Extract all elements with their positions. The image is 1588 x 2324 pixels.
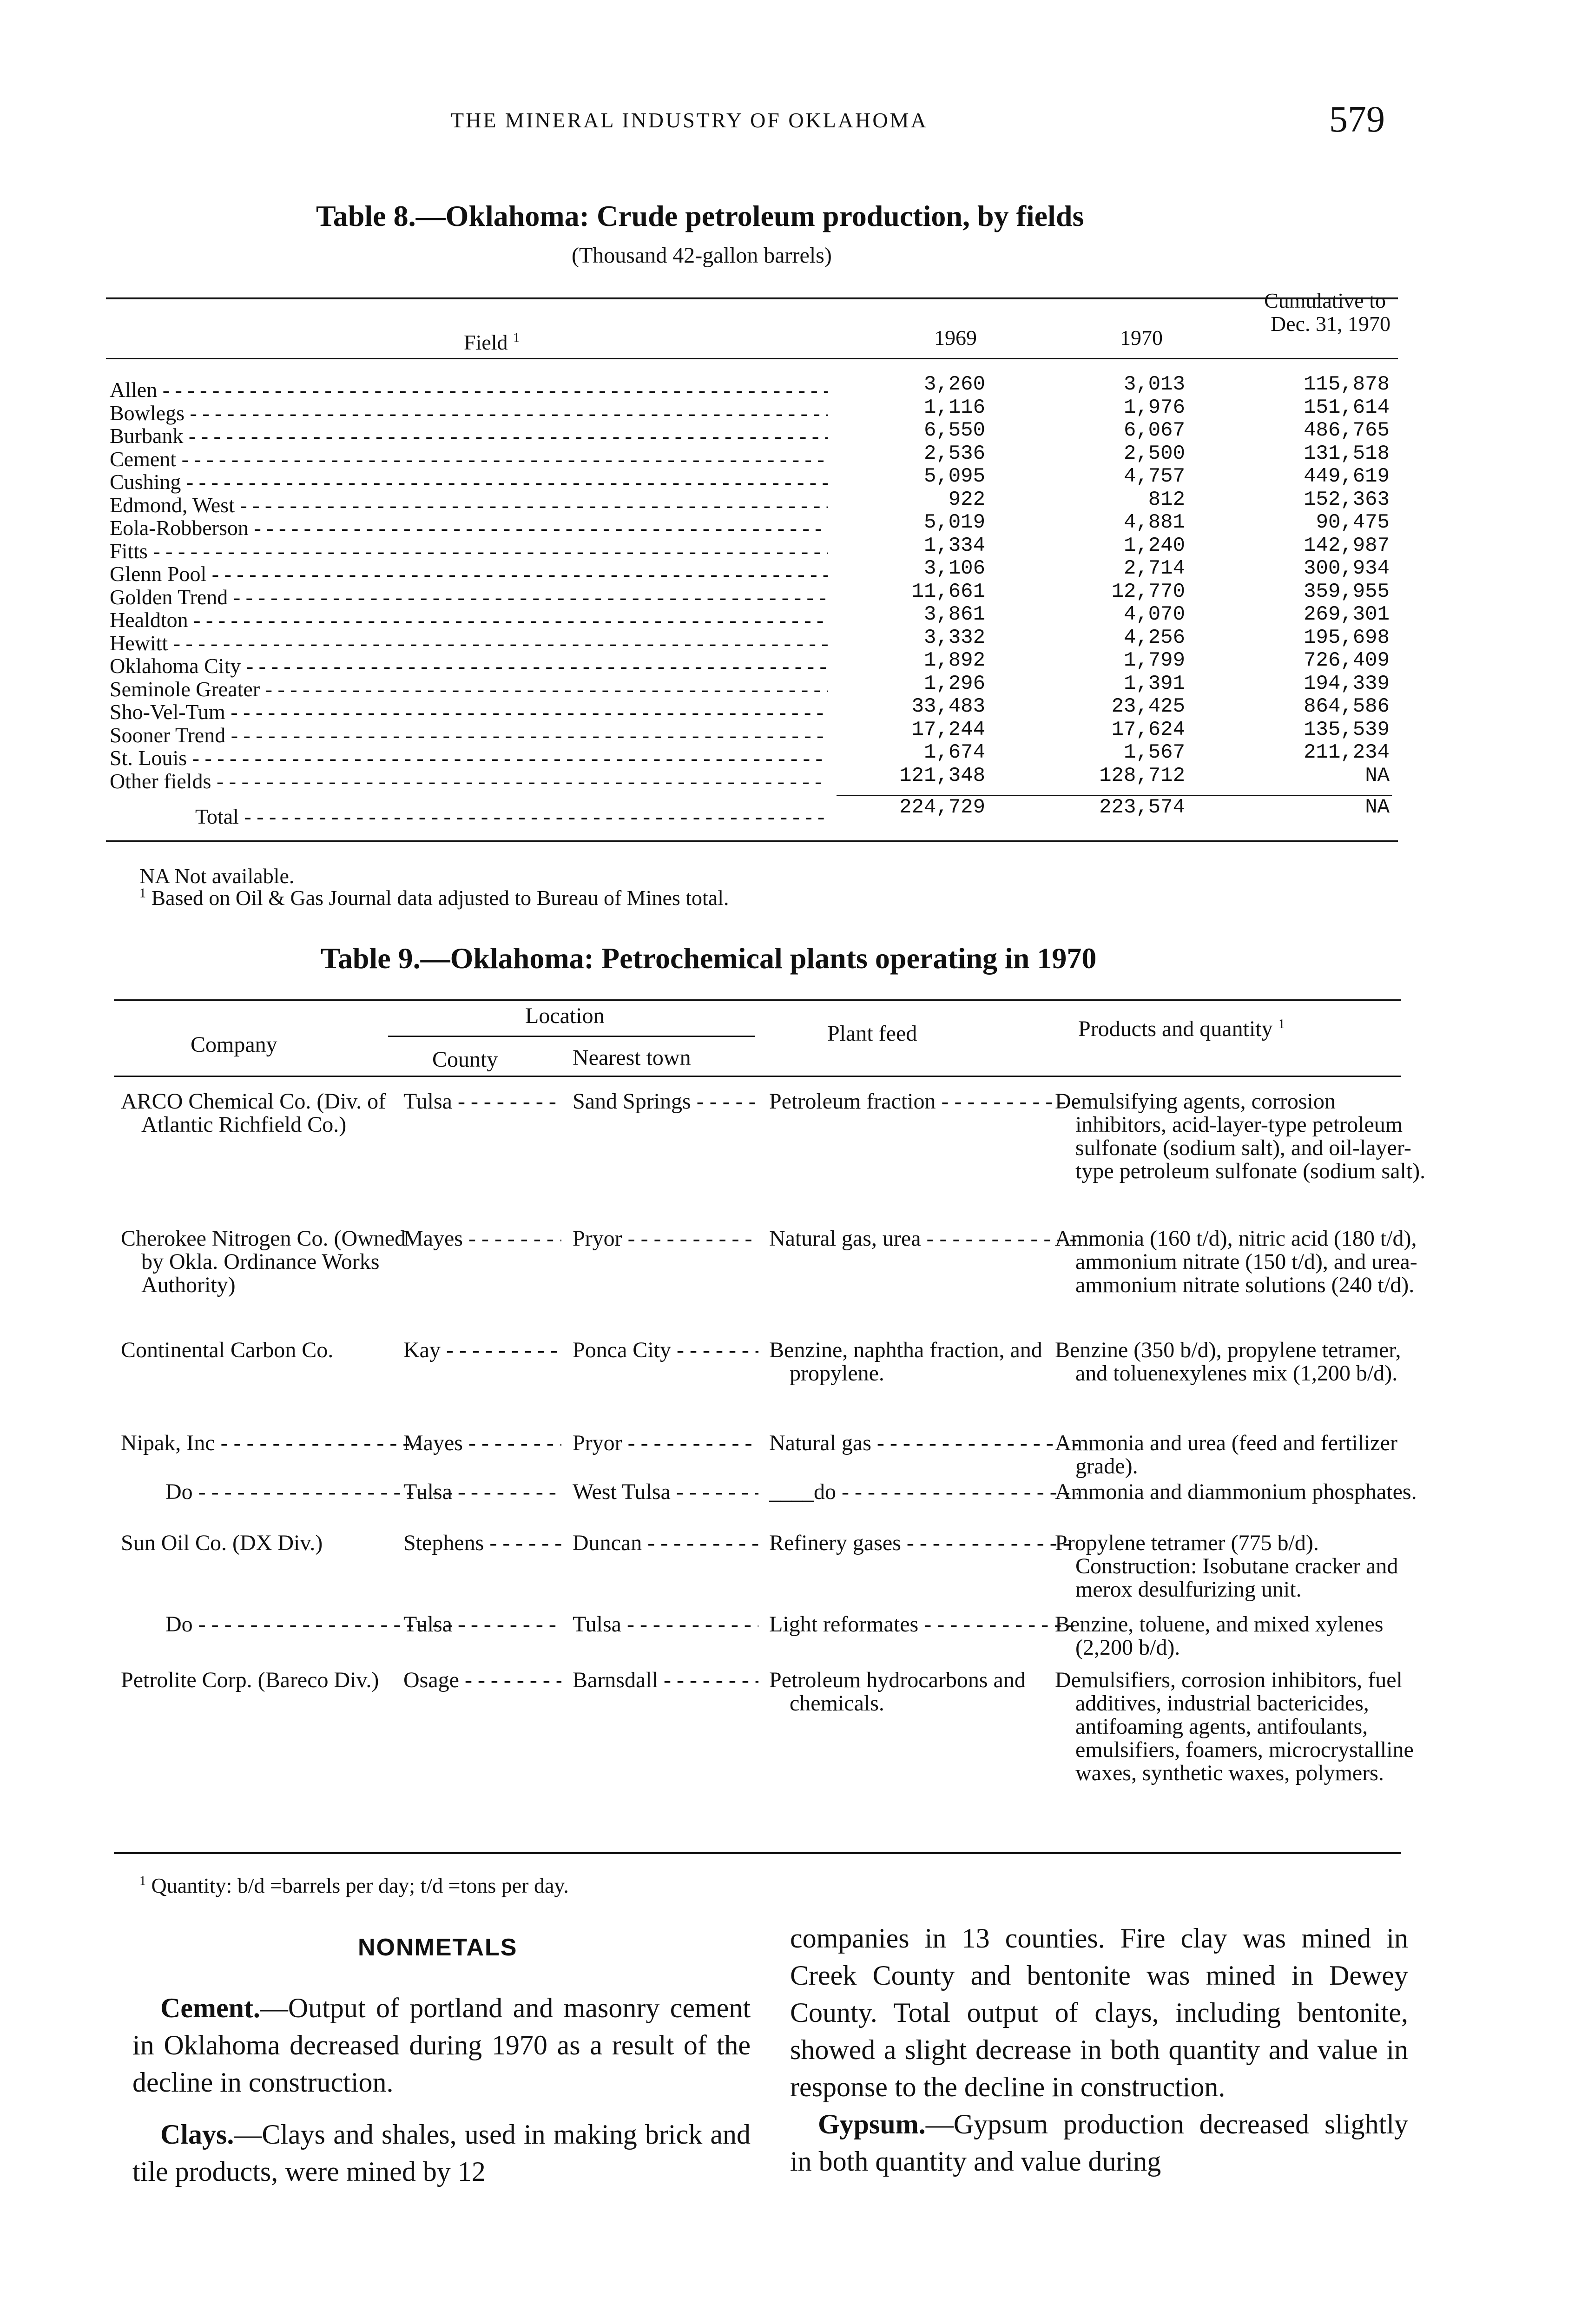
table8-value-1969: 3,332 — [923, 626, 985, 649]
table8-value-cumulative: 142,987 — [1304, 534, 1390, 557]
table8-col-cumulative: Cumulative to Dec. 31, 1970 — [1264, 289, 1390, 336]
table8-header-rule — [106, 358, 1398, 359]
table8-value-1970: 812 — [1148, 488, 1185, 511]
table8-value-cumulative: NA — [1365, 764, 1390, 787]
table9-products: Benzine, toluene, and mixed xylenes (2,200 b/d). — [1055, 1612, 1384, 1660]
table8-value-cumulative: 359,955 — [1304, 580, 1390, 603]
table9-company: Continental Carbon Co. — [121, 1338, 334, 1362]
table8-value-cumulative: 269,301 — [1304, 603, 1390, 626]
table8-value-1969: 5,019 — [923, 511, 985, 534]
table9-products: Ammonia (160 t/d), nitric acid (180 t/d), ammonium nitrate (150 t/d), and urea-ammonium nitrate solutions (240 t/d). — [1055, 1226, 1417, 1297]
table9-nearest-town: Sand Springs - - - — [573, 1090, 758, 1113]
table9-products: Ammonia and diammonium phosphates. — [1055, 1479, 1417, 1504]
table8-value-1969: 2,536 — [923, 442, 985, 465]
table8-value-cumulative: 864,586 — [1304, 695, 1390, 718]
table9-company: Nipak, Inc - - - — [121, 1432, 420, 1455]
table9-products: Benzine (350 b/d), propylene tetramer, and toluenexylenes mix (1,200 b/d). — [1055, 1338, 1401, 1386]
table9-location-rule — [388, 1036, 755, 1037]
table8-field-name: Allen - - - — [110, 377, 828, 402]
table8-field-name: Cement - - - — [110, 447, 828, 471]
table8-field-name: Glenn Pool - - - — [110, 561, 828, 586]
table9-products: Ammonia and urea (feed and fertilizer grade). — [1055, 1431, 1397, 1479]
table8-value-1969: 5,095 — [923, 465, 985, 488]
table9-nearest-town: Pryor - - - — [573, 1227, 758, 1250]
clays-heading: Clays. — [160, 2119, 234, 2150]
table8-value-cumulative: 115,878 — [1304, 373, 1390, 396]
table8-value-1969: 17,244 — [911, 718, 985, 741]
table8-col-1969: 1969 — [934, 326, 977, 350]
table8-value-cumulative: 151,614 — [1304, 396, 1390, 419]
table8-total-1969: 224,729 — [899, 796, 985, 819]
table9-county: Tulsa - - - — [403, 1613, 561, 1636]
table8-value-1970: 128,712 — [1099, 764, 1185, 787]
running-title: THE MINERAL INDUSTRY OF OKLAHOMA — [451, 108, 928, 132]
table8-value-1969: 1,674 — [923, 741, 985, 764]
table8-value-1969: 3,260 — [923, 373, 985, 396]
table9-county: Mayes - - - — [403, 1227, 561, 1250]
table9-top-rule — [114, 999, 1401, 1001]
table9-county: Tulsa - - - — [403, 1480, 561, 1504]
table9-header-rule — [114, 1076, 1401, 1077]
table8-value-1969: 6,550 — [923, 419, 985, 442]
table8-value-cumulative: 90,475 — [1316, 511, 1390, 534]
cement-paragraph: Cement.—Output of portland and masonry cement in Oklahoma decreased during 1970 as a result of the decline in construction. — [132, 1993, 751, 2098]
table9-county: Stephens - - - — [403, 1532, 561, 1555]
table8-total-1970: 223,574 — [1099, 796, 1185, 819]
table8-value-1969: 1,334 — [923, 534, 985, 557]
table8-note-na: NA Not available. — [139, 864, 295, 888]
table8-field-name: Cushing - - - — [110, 469, 828, 494]
table9-nearest-town: Tulsa - - - — [573, 1613, 758, 1636]
table9-county: Kay - - - — [403, 1339, 561, 1362]
table8-total-label: Total - - - — [195, 804, 827, 829]
table8-col-field: Field $^1$ — [464, 330, 520, 354]
table9-note: $^1$ Quantity: b/d =barrels per day; t/d =tons per day. — [139, 1874, 569, 1897]
table8-value-1969: 11,661 — [911, 580, 985, 603]
table8-top-rule — [106, 297, 1398, 299]
table9-plant-feed: Petroleum hydrocarbons and chemicals. — [769, 1668, 1026, 1716]
table9-company: Sun Oil Co. (DX Div.) — [121, 1531, 323, 1555]
table9-col-products: Products and quantity $^1$ — [1078, 1017, 1285, 1041]
table8-value-1969: 1,116 — [923, 396, 985, 419]
left-column — [132, 1989, 751, 2190]
table8-value-cumulative: 726,409 — [1304, 649, 1390, 672]
table8-value-1969: 922 — [948, 488, 985, 511]
table9-plant-feed: Light reformates - - - — [769, 1613, 1078, 1636]
table9-plant-feed: Petroleum fraction - - - — [769, 1090, 1078, 1113]
table8-field-name: Healdton - - - — [110, 607, 828, 632]
table9-col-feed: Plant feed — [827, 1021, 917, 1046]
table8-total-row — [0, 796, 1588, 828]
table9-col-company: Company — [191, 1032, 277, 1057]
table9-plant-feed: Natural gas, urea - - - — [769, 1227, 1078, 1250]
table8-value-1970: 1,799 — [1123, 649, 1185, 672]
table8-field-name: Hewitt - - - — [110, 631, 828, 655]
table8-field-name: Edmond, West - - - — [110, 493, 828, 517]
table9-plant-feed: Benzine, naphtha fraction, and propylene. — [769, 1338, 1042, 1386]
table8-value-cumulative: 486,765 — [1304, 419, 1390, 442]
gypsum-paragraph: Gypsum.—Gypsum production decreased slightly in both quantity and value during — [790, 2109, 1408, 2177]
table8-value-cumulative: 152,363 — [1304, 488, 1390, 511]
table8-subtitle: (Thousand 42-gallon barrels) — [572, 243, 832, 268]
table8-field-name: Other fields - - - — [110, 769, 828, 793]
table8-field-footnote-mark: 1 — [513, 330, 520, 345]
clays-continued-paragraph: companies in 13 counties. Fire clay was mined in Creek County and bentonite was mined in Dewey County. Total output of clays, including bentonite, showed a slight decrease in both quantity and value in response to the decline in construction. — [790, 1923, 1408, 2102]
table9-nearest-town: Ponca City - - - — [573, 1339, 758, 1362]
table8-bottom-rule — [106, 840, 1398, 842]
table8-field-name: Fitts - - - — [110, 539, 828, 563]
table8-value-cumulative: 211,234 — [1304, 741, 1390, 764]
table9-company: Do - - - — [121, 1613, 465, 1636]
table9-products: Propylene tetramer (775 b/d). Construction: Isobutane cracker and merox desulfurizing unit. — [1055, 1531, 1398, 1602]
table8-value-1970: 1,976 — [1123, 396, 1185, 419]
table8-value-cumulative: 131,518 — [1304, 442, 1390, 465]
table9-plant-feed: ____do - - - — [769, 1480, 1078, 1504]
table8-value-1970: 4,256 — [1123, 626, 1185, 649]
table9-nearest-town: Barnsdall - - - — [573, 1669, 758, 1692]
table9-county: Mayes - - - — [403, 1432, 561, 1455]
table9-products: Demulsifying agents, corrosion inhibitors, acid-layer-type petroleum sulfonate (sodium salt), and oil-layer-type petroleum sulfonate (sodium salt). — [1055, 1089, 1426, 1183]
table8-value-1970: 1,391 — [1123, 672, 1185, 695]
table8-field-name: Golden Trend - - - — [110, 585, 828, 609]
table9-county: Osage - - - — [403, 1669, 561, 1692]
table8-value-1970: 12,770 — [1111, 580, 1185, 603]
table9-nearest-town: Duncan - - - — [573, 1532, 758, 1555]
table8-title: Table 8.—Oklahoma: Crude petroleum production, by fields — [316, 199, 1084, 232]
table9-title: Table 9.—Oklahoma: Petrochemical plants operating in 1970 — [321, 942, 1097, 975]
table8-field-name: Eola-Robberson - - - — [110, 515, 828, 540]
right-column — [790, 1920, 1408, 2180]
table8-field-name: Sho-Vel-Tum - - - — [110, 700, 828, 724]
table8-value-cumulative: 195,698 — [1304, 626, 1390, 649]
table8-field-name: Seminole Greater - - - — [110, 677, 828, 701]
table8-col-1970: 1970 — [1120, 326, 1163, 350]
table8-field-name: Oklahoma City - - - — [110, 654, 828, 678]
table8-field-name: Burbank - - - — [110, 423, 828, 448]
table8-value-1969: 1,296 — [923, 672, 985, 695]
table8-value-cumulative: 194,339 — [1304, 672, 1390, 695]
table9-bottom-rule — [114, 1852, 1401, 1854]
table8-value-1969: 1,892 — [923, 649, 985, 672]
table9-nearest-town: West Tulsa - - - — [573, 1480, 758, 1504]
page-number: 579 — [1329, 99, 1385, 140]
table8-value-1970: 2,500 — [1123, 442, 1185, 465]
table8-value-1970: 17,624 — [1111, 718, 1185, 741]
table9-county: Tulsa - - - — [403, 1090, 561, 1113]
table8-field-name: Bowlegs - - - — [110, 401, 828, 425]
table8-value-1970: 4,881 — [1123, 511, 1185, 534]
table8-value-1970: 6,067 — [1123, 419, 1185, 442]
table8-value-cumulative: 300,934 — [1304, 557, 1390, 580]
table8-value-1969: 33,483 — [911, 695, 985, 718]
table8-value-1970: 2,714 — [1123, 557, 1185, 580]
table8-value-1969: 121,348 — [899, 764, 985, 787]
table8-field-name: St. Louis - - - — [110, 746, 828, 770]
table8-value-1969: 3,861 — [923, 603, 985, 626]
table9-products: Demulsifiers, corrosion inhibitors, fuel additives, industrial bactericides, antifoaming agents, antifoulants, emulsifiers, foamers, microcrystalline waxes, synthetic waxes, polymers. — [1055, 1668, 1414, 1785]
table8-total-cumulative: NA — [1365, 796, 1390, 819]
table9-company: Cherokee Nitrogen Co. (Owned by Okla. Ordinance Works Authority) — [121, 1226, 406, 1297]
table9-company: ARCO Chemical Co. (Div. of Atlantic Richfield Co.) — [121, 1089, 386, 1137]
table8-value-1970: 3,013 — [1123, 373, 1185, 396]
cement-heading: Cement. — [160, 1993, 260, 2023]
table8-value-cumulative: 135,539 — [1304, 718, 1390, 741]
table8-note-1: $^1$ Based on Oil & Gas Journal data adjusted to Bureau of Mines total. — [139, 886, 729, 910]
table9-plant-feed: Natural gas - - - — [769, 1432, 1078, 1455]
table8-field-name: Sooner Trend - - - — [110, 723, 828, 747]
section-heading-nonmetals: NONMETALS — [358, 1934, 518, 1961]
table8-value-1970: 4,070 — [1123, 603, 1185, 626]
table9-col-town: Nearest town — [573, 1045, 691, 1070]
table9-col-location: Location — [525, 1004, 605, 1028]
table8-value-1970: 4,757 — [1123, 465, 1185, 488]
table8-value-1970: 1,240 — [1123, 534, 1185, 557]
table8-value-1970: 23,425 — [1111, 695, 1185, 718]
table8-value-cumulative: 449,619 — [1304, 465, 1390, 488]
table9-plant-feed: Refinery gases - - - — [769, 1532, 1078, 1555]
table8-row — [0, 764, 1588, 793]
clays-paragraph: Clays.—Clays and shales, used in making brick and tile products, were mined by 12 — [132, 2119, 751, 2187]
gypsum-heading: Gypsum. — [818, 2109, 926, 2139]
table9-nearest-town: Pryor - - - — [573, 1432, 758, 1455]
table9-company: Do - - - — [121, 1480, 465, 1504]
table8-value-1969: 3,106 — [923, 557, 985, 580]
table9-company: Petrolite Corp. (Bareco Div.) — [121, 1668, 379, 1692]
table9-col-county: County — [432, 1047, 498, 1072]
table8-value-1970: 1,567 — [1123, 741, 1185, 764]
